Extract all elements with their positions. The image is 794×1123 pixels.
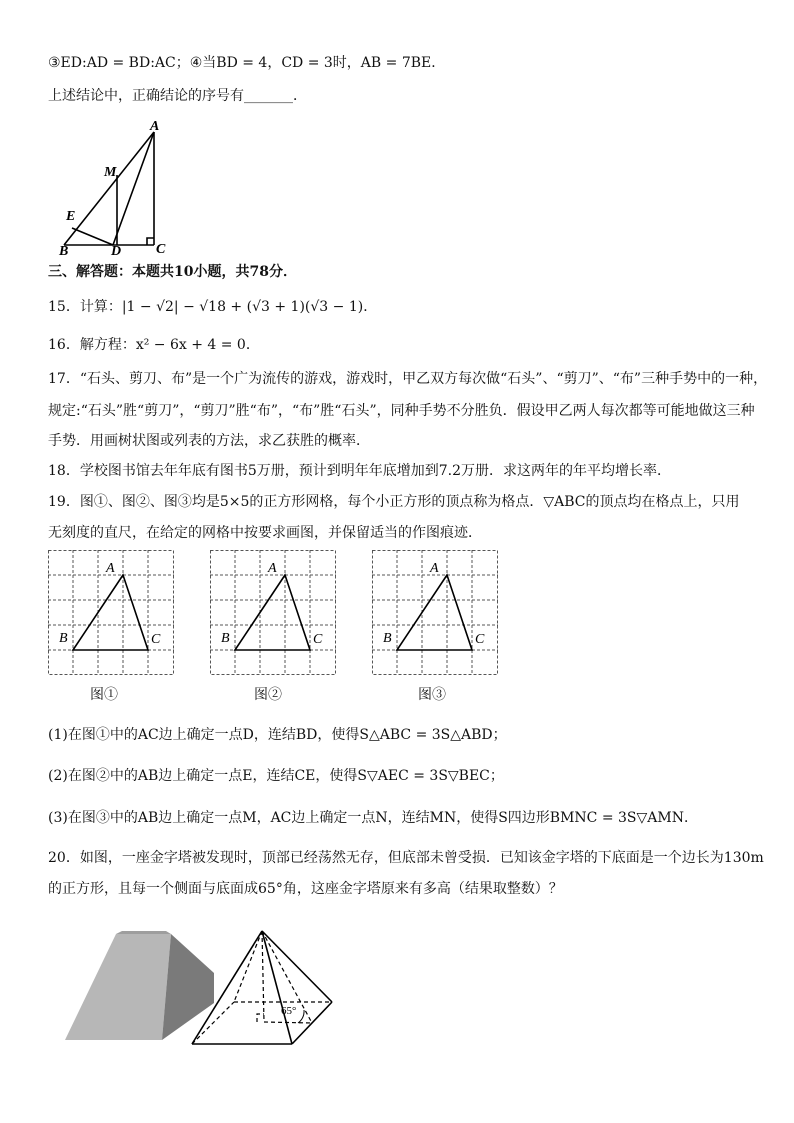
grid2-label-a: A — [268, 561, 277, 576]
section-heading: 三、解答题：本题共10小题，共78分． — [48, 264, 297, 280]
q19-part1: (1)在图①中的AC边上确定一点D，连结BD，使得S△ABC = 3S△ABD； — [48, 727, 507, 743]
q14-triangle-figure — [55, 118, 175, 256]
caption-fig3: 图③ — [418, 687, 446, 703]
grid1-label-a: A — [106, 561, 115, 576]
grid1-label-c: C — [151, 632, 161, 647]
q14-line1: ③ED:AD = BD:AC；④当BD = 4，CD = 3时，AB = 7BE． — [48, 55, 446, 71]
grid3-label-b: B — [383, 631, 392, 646]
q14-label-b: B — [59, 244, 69, 256]
q19-line2: 无刻度的直尺，在给定的网格中按要求画图，并保留适当的作图痕迹． — [48, 525, 482, 541]
q17-line3: 手势．用画树状图或列表的方法，求乙获胜的概率． — [48, 433, 370, 449]
grid-figure-3 — [372, 550, 500, 676]
q14-label-a: A — [150, 119, 160, 134]
grid3-label-a: A — [430, 561, 439, 576]
q18: 18．学校图书馆去年年底有图书5万册，预计到明年年底增加到7.2万册．求这两年的年平均增长率． — [48, 463, 671, 479]
grid3-label-c: C — [475, 632, 485, 647]
grid-figure-1 — [48, 550, 176, 676]
grid1-label-b: B — [59, 631, 68, 646]
q14-label-d: D — [111, 244, 122, 256]
q14-label-c: C — [156, 242, 166, 256]
q20-line2: 的正方形，且每一个侧面与底面成65°角，这座金字塔原来有多高（结果取整数）？ — [48, 881, 563, 897]
q17-line1: 17．“石头、剪刀、布”是一个广为流传的游戏，游戏时，甲乙双方每次做“石头”、“剪刀”、“布”三种手势中的一种， — [48, 371, 768, 387]
angle-label: 65° — [281, 1005, 297, 1017]
grid-figure-2 — [210, 550, 338, 676]
pyramid-wireframe-figure — [188, 926, 338, 1052]
q19-line1: 19．图①、图②、图③均是5×5的正方形网格，每个小正方形的顶点称为格点．▽ABC的顶点均在格点上，只用 — [48, 494, 740, 510]
grid2-label-b: B — [221, 631, 230, 646]
q19-part2: (2)在图②中的AB边上确定一点E，连结CE，使得S▽AEC = 3S▽BEC； — [48, 768, 504, 784]
q14-label-e: E — [66, 209, 76, 224]
q15: 15．计算：|1 − √2| − √18 + (√3 + 1)(√3 − 1)． — [48, 299, 378, 315]
caption-fig1: 图① — [90, 687, 118, 703]
q16: 16．解方程：x² − 6x + 4 = 0． — [48, 337, 260, 353]
q19-part3: (3)在图③中的AB边上确定一点M，AC边上确定一点N，连结MN，使得S四边形BMNC = 3S▽AMN． — [48, 810, 698, 826]
q17-line2: 规定:“石头”胜“剪刀”，“剪刀”胜“布”，“布”胜“石头”，同种手势不分胜负．假设甲乙两人每次都等可能地做这三种 — [48, 403, 755, 419]
q20-line1: 20．如图，一座金字塔被发现时，顶部已经荡然无存，但底部未曾受损．已知该金字塔的下底面是一个边长为130m — [48, 850, 764, 866]
q14-label-m: M — [104, 165, 117, 180]
grid2-label-c: C — [313, 632, 323, 647]
caption-fig2: 图② — [254, 687, 282, 703]
q14-line2: 上述结论中，正确结论的序号有_______． — [48, 88, 307, 104]
